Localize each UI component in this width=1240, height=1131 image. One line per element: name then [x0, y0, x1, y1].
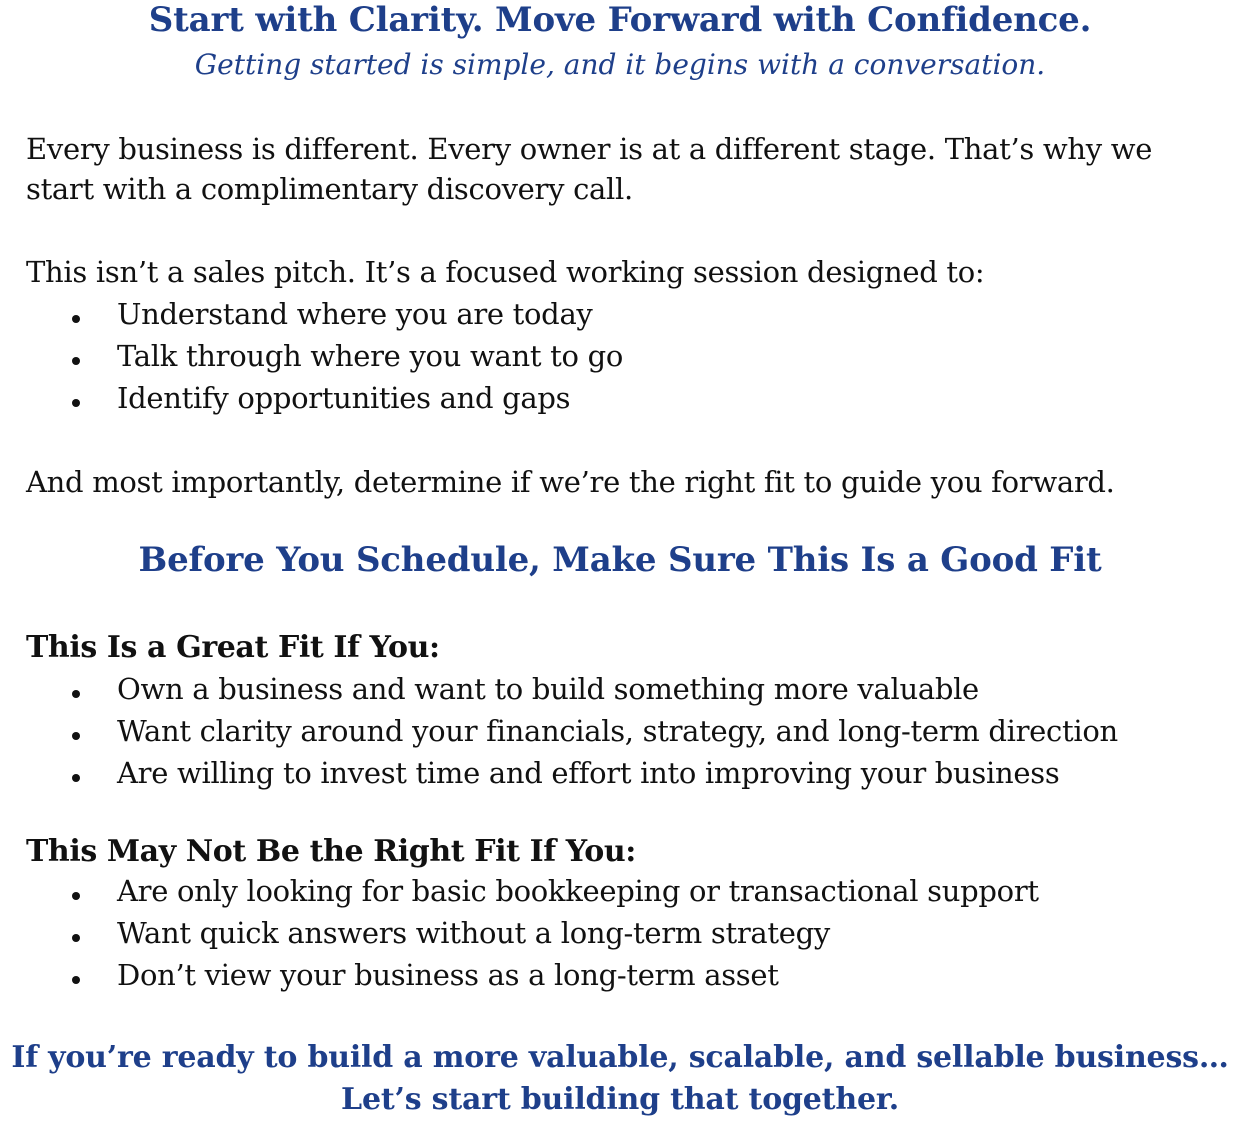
bullet-icon [72, 976, 80, 984]
cta-line-1: If you’re ready to build a more valuable, scalable, and sellable business… [11, 1040, 1229, 1075]
list-item-text: Don’t view your business as a long-term asset [117, 958, 779, 992]
bullet-icon [72, 315, 80, 323]
bullet-icon [72, 357, 80, 365]
list-item-text: Understand where you are today [117, 297, 593, 331]
bullet-icon [72, 892, 80, 900]
great-fit-heading: This Is a Great Fit If You: [26, 630, 440, 665]
bullet-icon [72, 399, 80, 407]
fit-section-heading: Before You Schedule, Make Sure This Is a Good Fit [138, 540, 1102, 580]
intro-line-2: start with a complimentary discovery call. [26, 172, 633, 206]
bullet-icon [72, 690, 80, 698]
page-title: Start with Clarity. Move Forward with Confidence. [148, 0, 1092, 40]
bullet-icon [72, 774, 80, 782]
list-item-text: Identify opportunities and gaps [117, 381, 571, 415]
session-closing: And most importantly, determine if we’re the right fit to guide you forward. [26, 465, 1115, 499]
bullet-icon [72, 934, 80, 942]
page-subtitle: Getting started is simple, and it begins with a conversation. [194, 48, 1046, 81]
list-item-text: Own a business and want to build something more valuable [117, 672, 979, 706]
not-fit-heading: This May Not Be the Right Fit If You: [26, 834, 636, 869]
intro-line-1: Every business is different. Every owner is at a different stage. That’s why we [26, 132, 1153, 166]
list-item-text: Are willing to invest time and effort into improving your business [117, 756, 1060, 790]
bullet-icon [72, 732, 80, 740]
list-item-text: Want quick answers without a long-term strategy [117, 916, 830, 950]
list-item-text: Are only looking for basic bookkeeping or transactional support [117, 874, 1039, 908]
session-lead: This isn’t a sales pitch. It’s a focused working session designed to: [26, 255, 985, 289]
cta-line-2: Let’s start building that together. [341, 1082, 899, 1117]
list-item-text: Talk through where you want to go [117, 339, 623, 373]
list-item-text: Want clarity around your financials, strategy, and long-term direction [117, 714, 1118, 748]
